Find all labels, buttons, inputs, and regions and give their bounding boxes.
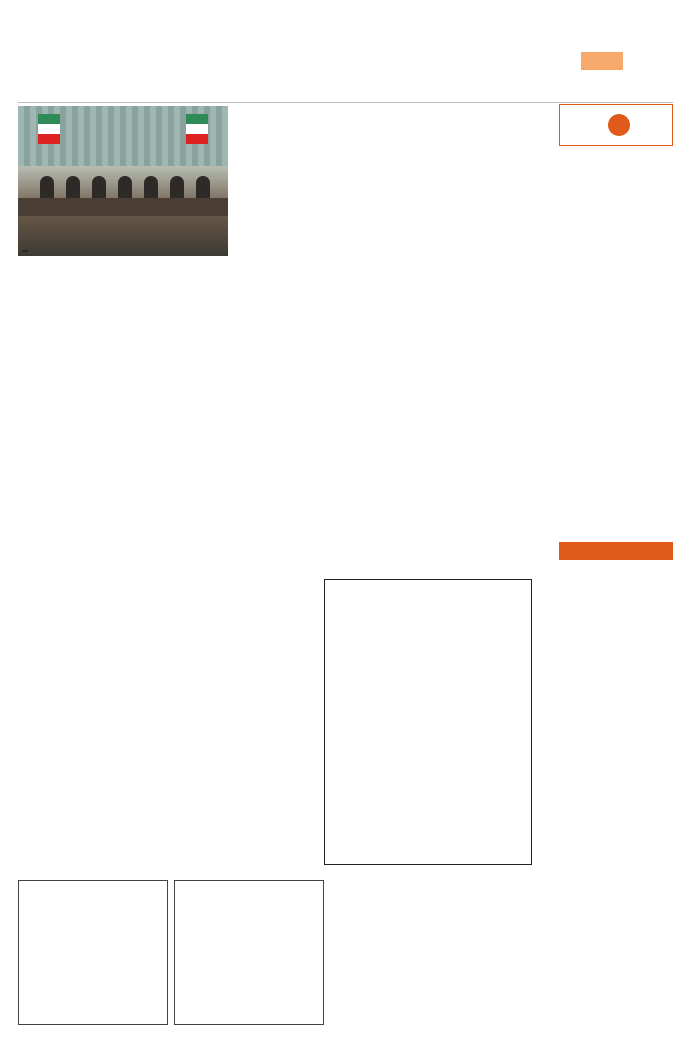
flag-icon xyxy=(186,114,208,144)
crossword-clues xyxy=(559,566,673,866)
article-column-4 xyxy=(229,106,311,866)
person-figure xyxy=(92,176,106,200)
article-column-5 xyxy=(18,262,228,868)
article-column-2 xyxy=(439,106,551,558)
conference-table xyxy=(18,198,228,216)
page-header xyxy=(18,8,673,100)
crossword-board xyxy=(324,579,532,865)
crossword-credit xyxy=(300,566,318,866)
crossword-title xyxy=(559,542,673,560)
header-divider xyxy=(18,102,673,103)
person-figure xyxy=(40,176,54,200)
legal-notice-2 xyxy=(174,880,324,1025)
crossword-column-numbers xyxy=(324,565,532,577)
article-column-3 xyxy=(319,106,431,558)
conference-photo xyxy=(18,106,228,256)
crossword-row-numbers xyxy=(532,579,546,865)
person-figure xyxy=(170,176,184,200)
person-figure xyxy=(118,176,132,200)
photo-credit xyxy=(22,250,28,252)
crossword-grid xyxy=(324,565,546,865)
article-column-1 xyxy=(559,152,673,537)
section-label xyxy=(581,52,623,70)
flag-icon xyxy=(38,114,60,144)
legal-notice-1 xyxy=(18,880,168,1025)
person-figure xyxy=(196,176,210,200)
person-figure xyxy=(144,176,158,200)
logo-icon xyxy=(608,114,630,136)
newspaper-logo xyxy=(559,104,673,146)
person-figure xyxy=(66,176,80,200)
